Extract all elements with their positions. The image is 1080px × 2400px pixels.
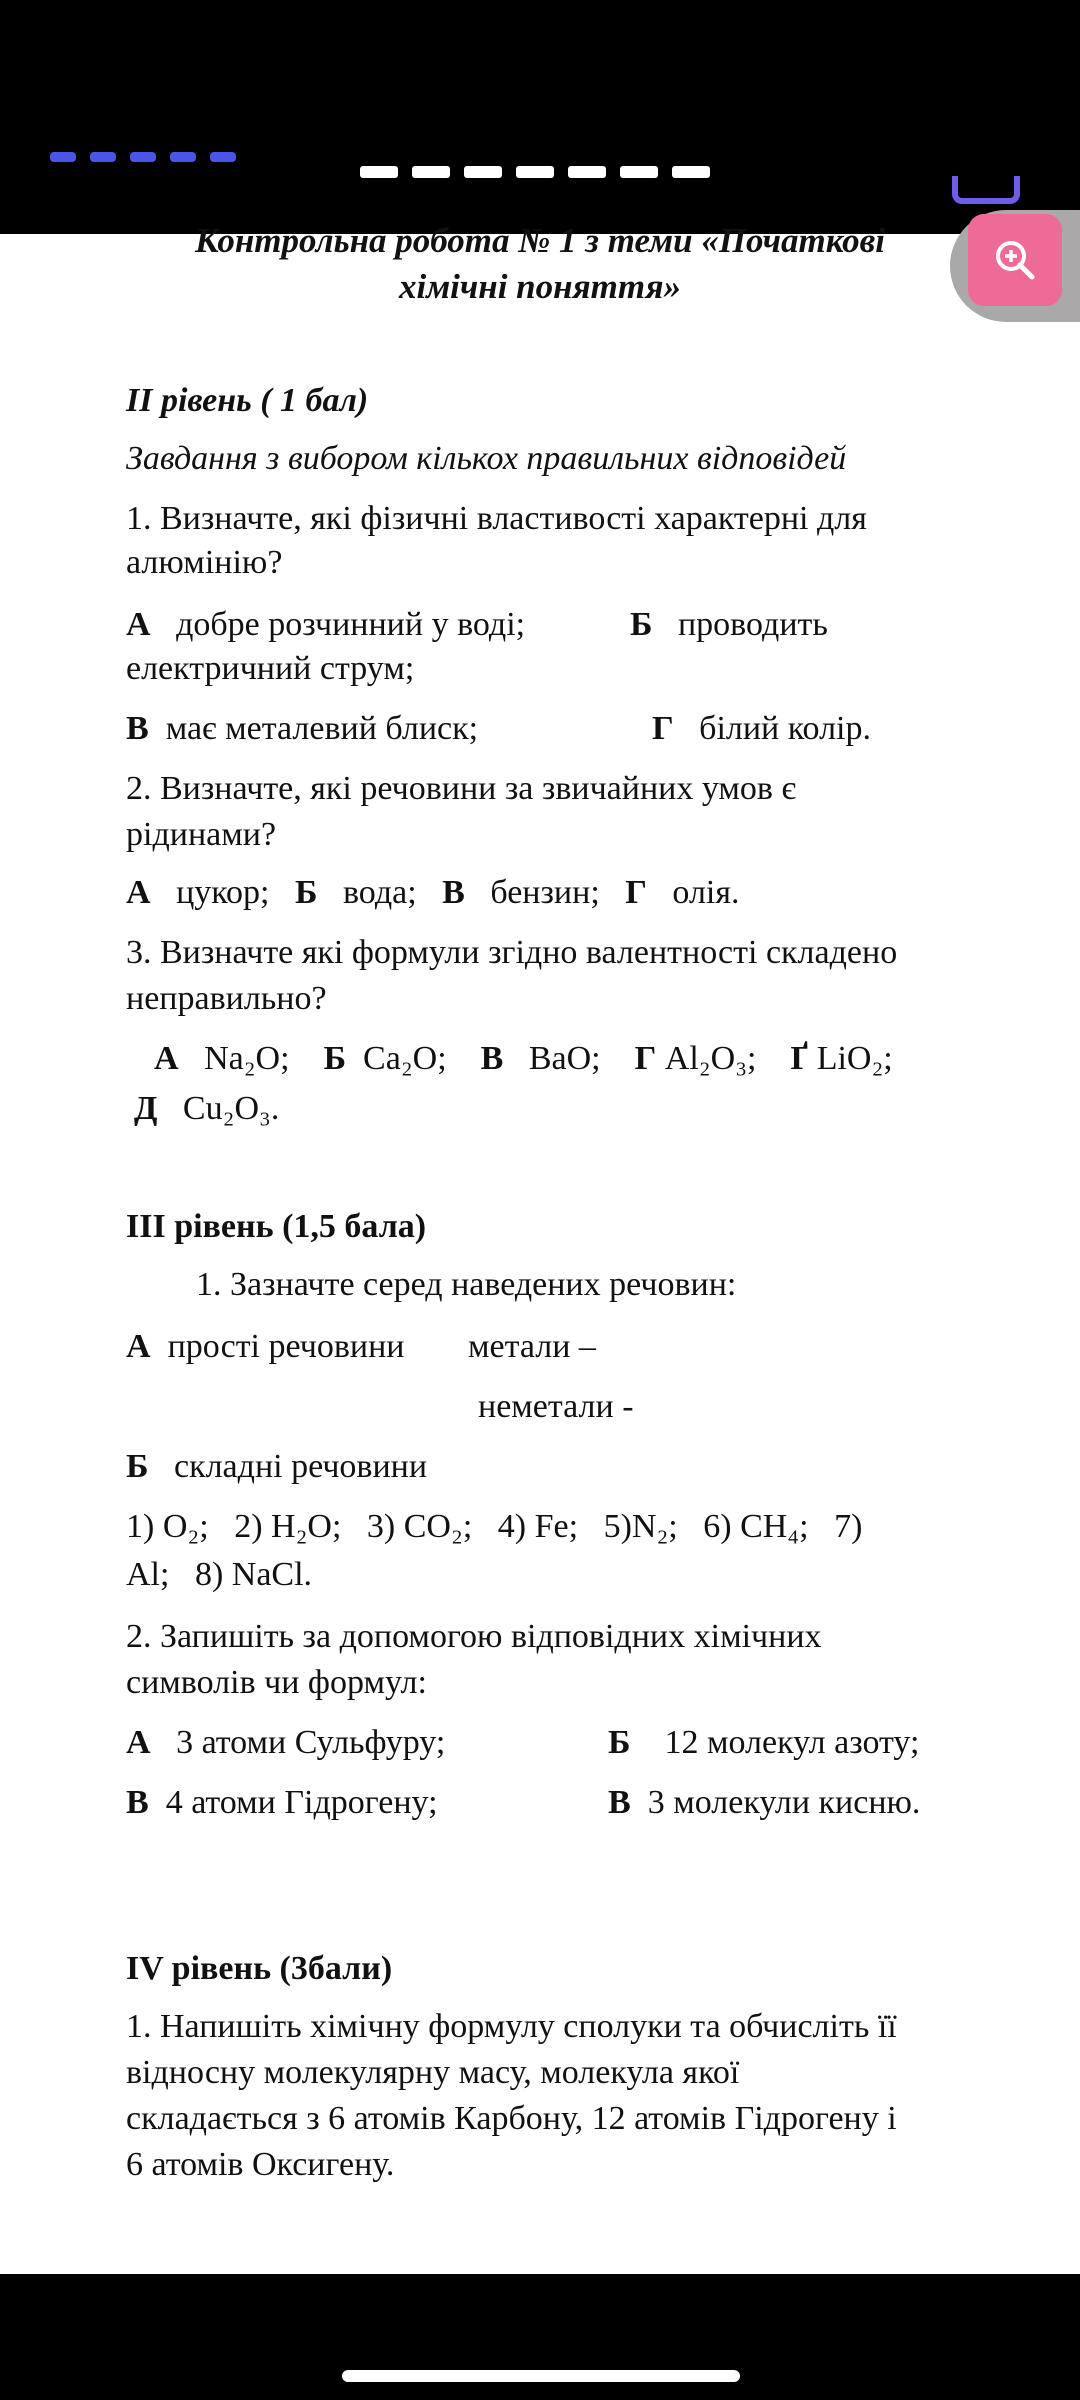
l3-q2-text-line1: 2. Запишіть за допомогою відповідних хімічних — [126, 1618, 822, 1655]
q1-text-line1: 1. Визначте, які фізичні властивості характерні для — [126, 500, 867, 537]
q2-text-line1: 2. Визначте, які речовини за звичайних умов є — [126, 770, 797, 807]
l3-q1-text: 1. Зазначте серед наведених речовин: — [196, 1266, 737, 1303]
q1-text-line2: алюмінію? — [126, 544, 283, 581]
q2-text-line2: рідинами? — [126, 816, 277, 853]
q1-option-b-cont: електричний струм; — [126, 650, 415, 687]
q1-option-a: А добре розчинний у воді; — [126, 606, 526, 643]
q3-option-d: Д Cu₂O₃. — [134, 1090, 280, 1127]
l3-q1-list-line1: 1) O₂; 2) H₂O; 3) CO₂; 4) Fe; 5)N₂; 6) CH₄; 7) — [126, 1508, 863, 1545]
zoom-in-icon — [991, 236, 1039, 284]
level2-heading: II рівень ( 1 бал) — [126, 382, 369, 419]
document-title-line1: Контрольна робота № 1 з теми «Початкові — [194, 221, 886, 260]
l3-q1-metals: метали – — [468, 1328, 596, 1365]
q1-option-b: Б проводить — [630, 606, 828, 643]
l3-q1-nonmetals: неметали - — [478, 1388, 634, 1425]
cropped-header-text — [30, 148, 730, 188]
l3-q2-option-v1: В 4 атоми Гідрогену; — [126, 1784, 438, 1821]
cropped-time-glyphs — [50, 148, 260, 164]
status-bar-area — [0, 0, 1080, 234]
level3-heading: III рівень (1,5 бала) — [126, 1208, 427, 1245]
zoom-button[interactable] — [968, 214, 1062, 306]
q3-options-row: А Na₂O; Б Ca₂O; В BaO; Г Al₂O₃; Ґ LiO₂; — [154, 1040, 893, 1077]
level4-heading: IV рівень (3бали) — [126, 1950, 393, 1987]
q2-options-row: А цукор; Б вода; В бензин; Г олія. — [126, 874, 740, 911]
l4-q1-line3: складається з 6 атомів Карбону, 12 атомів Гідрогену і — [126, 2100, 897, 2137]
l3-q2-option-a: А 3 атоми Сульфуру; — [126, 1724, 446, 1761]
l3-q1-list-line2: Al; 8) NaCl. — [126, 1556, 313, 1593]
l3-q1-b: Б складні речовини — [126, 1448, 428, 1485]
q3-text-line2: неправильно? — [126, 980, 327, 1017]
l3-q2-option-v2: В 3 молекули кисню. — [608, 1784, 921, 1821]
cropped-class-glyphs — [360, 166, 730, 178]
cropped-app-icon — [952, 176, 1020, 204]
q1-option-g: Г білий колір. — [652, 710, 871, 747]
l3-q2-option-b: Б 12 молекул азоту; — [608, 1724, 920, 1761]
q1-option-v: В має металевий блиск; — [126, 710, 479, 747]
q3-text-line1: 3. Визначте які формули згідно валентності складено — [126, 934, 898, 971]
l3-q2-text-line2: символів чи формул: — [126, 1664, 427, 1701]
l4-q1-line1: 1. Напишіть хімічну формулу сполуки та обчисліть її — [126, 2008, 897, 2045]
l4-q1-line2: відносну молекулярну масу, молекула якої — [126, 2054, 740, 2091]
l4-q1-line4: 6 атомів Оксигену. — [126, 2146, 395, 2183]
document-title-line2: хімічні поняття» — [398, 267, 682, 306]
home-indicator[interactable] — [342, 2370, 740, 2382]
level2-instruction: Завдання з вибором кількох правильних відповідей — [126, 440, 847, 477]
l3-q1-a: А прості речовини — [126, 1328, 405, 1365]
